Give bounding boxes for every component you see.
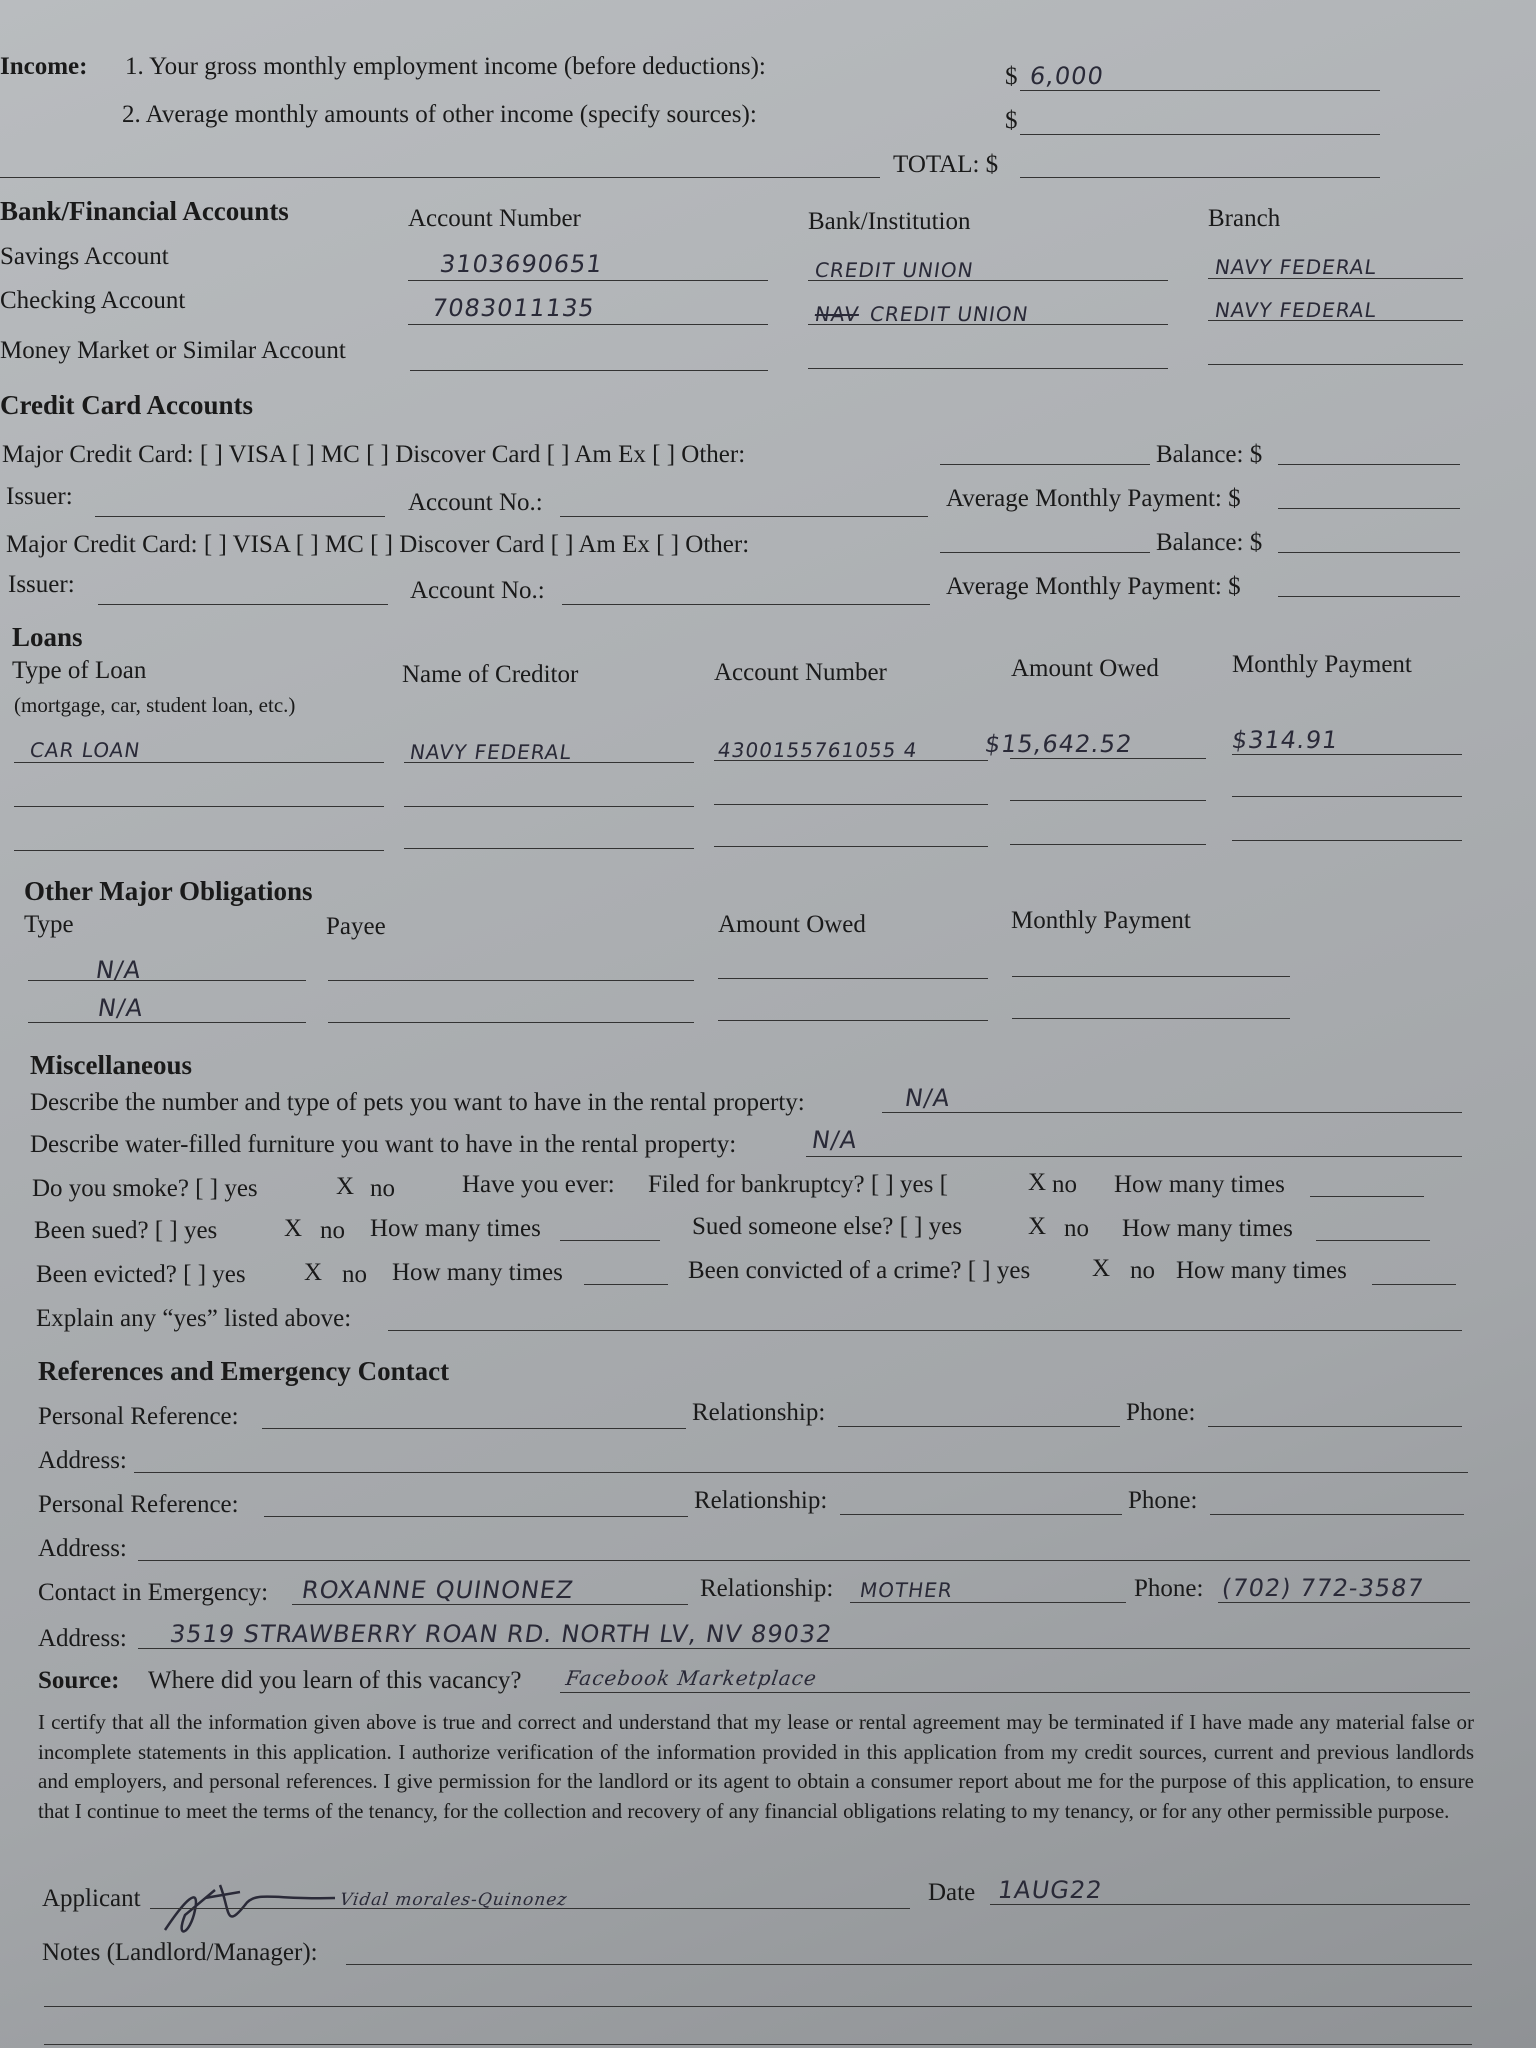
obligations-col-payment: Monthly Payment <box>1011 907 1191 934</box>
crime-times-line <box>1372 1284 1456 1285</box>
obligations-col-type: Type <box>24 911 74 938</box>
loan-row3-type-line <box>14 850 384 851</box>
credit-card-1-balance: Balance: $ <box>1156 441 1263 468</box>
sued-other-no: no <box>1064 1215 1089 1242</box>
credit-card-2-other-line <box>940 552 1150 553</box>
water-question: Describe water-filled furniture you want to have in the rental property: <box>30 1131 737 1158</box>
loan-row1-owed: $15,642.52 <box>983 730 1135 758</box>
income-label: Income: <box>0 53 88 80</box>
money-market-label: Money Market or Similar Account <box>0 337 346 364</box>
loans-col-creditor: Name of Creditor <box>402 661 579 688</box>
sued-question: Been sued? [ ] yes <box>34 1217 218 1244</box>
ref2-phone-line <box>1210 1514 1464 1515</box>
credit-card-2-account: Account No.: <box>410 577 545 604</box>
explain-label: Explain any “yes” listed above: <box>36 1305 352 1332</box>
ref2-name-line <box>264 1516 688 1517</box>
bankruptcy-no: no <box>1052 1171 1077 1198</box>
loan-row1-type-line <box>14 762 384 763</box>
source-label: Source: <box>38 1667 120 1694</box>
date-label: Date <box>928 1879 976 1906</box>
loan-row1-type: CAR LOAN <box>28 738 143 762</box>
obligation-row1-owed-line <box>718 978 988 979</box>
ref2-label: Personal Reference: <box>38 1491 239 1518</box>
notes-line-1 <box>346 1964 1472 1965</box>
checking-number: 7083011135 <box>430 294 597 322</box>
source-answer: Facebook Marketplace <box>564 1666 819 1690</box>
sued-no: no <box>320 1217 345 1244</box>
have-you-ever: Have you ever: <box>462 1171 615 1198</box>
loans-heading: Loans <box>12 622 83 652</box>
ref2-relationship-line <box>840 1514 1122 1515</box>
obligations-col-owed: Amount Owed <box>718 911 866 938</box>
source-question: Where did you learn of this vacancy? <box>148 1667 522 1694</box>
notes-line-2 <box>44 2006 1472 2007</box>
checking-bank: CREDIT UNION <box>868 302 1031 326</box>
loan-row1-owed-line <box>1010 758 1206 759</box>
emergency-phone-label: Phone: <box>1134 1575 1204 1602</box>
checking-bank-struck: NAV <box>813 302 861 326</box>
smoke-question: Do you smoke? [ ] yes <box>32 1175 258 1202</box>
obligation-row1-payee-line <box>328 980 694 981</box>
sued-other-no-mark: X <box>1028 1213 1047 1240</box>
loan-row2-account-line <box>714 804 988 805</box>
loan-row1-account: 4300155761055 4 <box>716 738 920 762</box>
credit-card-2-account-line <box>562 604 930 605</box>
smoke-no-mark: X <box>336 1173 355 1200</box>
income-line1-line <box>1020 90 1380 91</box>
emergency-phone: (702) 772-3587 <box>1220 1574 1426 1602</box>
sued-no-mark: X <box>284 1215 303 1242</box>
obligation-row1-type-line <box>28 980 306 981</box>
obligation-row1-payment-line <box>1012 976 1290 977</box>
loan-row2-payment-line <box>1232 796 1462 797</box>
loan-row1-account-line <box>714 760 988 761</box>
credit-card-2-balance: Balance: $ <box>1156 529 1263 556</box>
date-value: 1AUG22 <box>996 1876 1105 1904</box>
loan-row3-account-line <box>714 846 988 847</box>
ref1-relationship-line <box>838 1426 1120 1427</box>
sued-times: How many times <box>370 1215 541 1242</box>
savings-label: Savings Account <box>0 243 169 270</box>
loans-col-account: Account Number <box>714 659 887 686</box>
savings-branch: NAVY FEDERAL <box>1213 255 1379 279</box>
obligation-row2-type-line <box>28 1022 306 1023</box>
income-dollar-1: $ <box>1005 63 1018 90</box>
loan-row3-payment-line <box>1232 840 1462 841</box>
ref1-phone-line <box>1208 1426 1462 1427</box>
sued-other-question: Sued someone else? [ ] yes <box>692 1213 963 1240</box>
income-dollar-2: $ <box>1005 107 1018 134</box>
loans-col-type-sub: (mortgage, car, student loan, etc.) <box>14 693 296 717</box>
credit-card-1-avg-line <box>1278 508 1460 509</box>
water-answer: N/A <box>810 1126 860 1154</box>
income-total-line <box>1020 177 1380 178</box>
pets-answer: N/A <box>903 1084 953 1112</box>
money-market-number-line <box>410 370 768 371</box>
credit-card-2-avg-line <box>1278 596 1460 597</box>
credit-card-2-line: Major Credit Card: [ ] VISA [ ] MC [ ] Discover Card [ ] Am Ex [ ] Other: <box>6 531 750 558</box>
obligation-row2-payee-line <box>328 1022 694 1023</box>
credit-card-2-avg: Average Monthly Payment: $ <box>946 573 1241 600</box>
ref2-phone: Phone: <box>1128 1487 1198 1514</box>
loan-row2-owed-line <box>1010 800 1206 801</box>
bankruptcy-times: How many times <box>1114 1171 1285 1198</box>
loan-row2-creditor-line <box>404 806 694 807</box>
emergency-address: 3519 STRAWBERRY ROAN RD. NORTH LV, NV 89032 <box>168 1620 835 1648</box>
emergency-address-line <box>138 1648 1470 1649</box>
loans-col-owed: Amount Owed <box>1011 655 1159 682</box>
smoke-no: no <box>370 1175 395 1202</box>
loan-row1-creditor-line <box>404 762 694 763</box>
bankruptcy-times-line <box>1310 1196 1424 1197</box>
loan-row1-payment-line <box>1232 754 1462 755</box>
ref1-name-line <box>262 1428 686 1429</box>
evicted-times-line <box>584 1284 668 1285</box>
emergency-relationship-label: Relationship: <box>700 1575 834 1602</box>
obligation-row2-owed-line <box>718 1020 988 1021</box>
loan-row3-owed-line <box>1010 844 1206 845</box>
income-line1: 1. Your gross monthly employment income (before deductions): <box>125 53 766 80</box>
loans-col-type: Type of Loan <box>12 657 147 684</box>
loan-row1-creditor: NAVY FEDERAL <box>408 740 574 764</box>
misc-heading: Miscellaneous <box>30 1050 192 1080</box>
credit-card-2-balance-line <box>1278 552 1460 553</box>
credit-card-1-other-line <box>940 464 1150 465</box>
explain-line <box>388 1330 1462 1331</box>
savings-number-line <box>408 280 768 281</box>
ref2-relationship: Relationship: <box>694 1487 828 1514</box>
credit-card-1-issuer-line <box>95 516 385 517</box>
bankruptcy-question: Filed for bankruptcy? [ ] yes [ <box>648 1171 948 1198</box>
loan-row2-type-line <box>14 806 384 807</box>
sued-other-times: How many times <box>1122 1215 1293 1242</box>
bankruptcy-no-mark: X <box>1028 1169 1047 1196</box>
refs-heading: References and Emergency Contact <box>38 1356 450 1386</box>
money-market-branch-line <box>1208 364 1463 365</box>
checking-branch: NAVY FEDERAL <box>1213 298 1379 322</box>
notes-line-3 <box>44 2044 1472 2045</box>
ref1-address: Address: <box>38 1447 127 1474</box>
ref2-address-line <box>138 1560 1470 1561</box>
ref1-phone: Phone: <box>1126 1399 1196 1426</box>
income-line2: 2. Average monthly amounts of other income (specify sources): <box>122 101 757 128</box>
credit-card-1-balance-line <box>1278 464 1460 465</box>
ref2-address: Address: <box>38 1535 127 1562</box>
income-total-label: TOTAL: $ <box>893 151 999 178</box>
credit-card-1-line: Major Credit Card: [ ] VISA [ ] MC [ ] Discover Card [ ] Am Ex [ ] Other: <box>2 441 746 468</box>
water-answer-line <box>806 1156 1462 1157</box>
checking-number-line <box>408 324 768 325</box>
emergency-address-label: Address: <box>38 1625 127 1652</box>
emergency-name-line <box>292 1604 688 1605</box>
credit-card-2-issuer: Issuer: <box>8 571 75 598</box>
emergency-name: ROXANNE QUINONEZ <box>300 1576 576 1604</box>
loan-row3-creditor-line <box>404 848 694 849</box>
loans-col-payment: Monthly Payment <box>1232 651 1412 678</box>
source-answer-line <box>560 1692 1470 1693</box>
income-sources-line <box>0 177 880 178</box>
applicant-name: Vidal morales-Quinonez <box>338 1890 569 1910</box>
emergency-relationship: MOTHER <box>858 1578 955 1602</box>
crime-times: How many times <box>1176 1257 1347 1284</box>
applicant-label: Applicant <box>42 1885 141 1912</box>
obligation-row2-type: N/A <box>96 994 146 1022</box>
loan-row1-payment: $314.91 <box>1230 726 1341 754</box>
crime-question: Been convicted of a crime? [ ] yes <box>688 1257 1031 1284</box>
emergency-phone-line <box>1218 1602 1470 1603</box>
sued-other-times-line <box>1316 1240 1430 1241</box>
evicted-no-mark: X <box>304 1259 323 1286</box>
bank-heading: Bank/Financial Accounts <box>0 196 289 226</box>
obligations-heading: Other Major Obligations <box>24 876 313 906</box>
credit-card-1-avg: Average Monthly Payment: $ <box>946 485 1241 512</box>
obligation-row1-type: N/A <box>94 956 144 984</box>
pets-question: Describe the number and type of pets you want to have in the rental property: <box>30 1089 805 1116</box>
credit-card-1-account: Account No.: <box>408 489 543 516</box>
crime-no-mark: X <box>1092 1255 1111 1282</box>
sued-times-line <box>560 1240 660 1241</box>
credit-heading: Credit Card Accounts <box>0 390 253 420</box>
evicted-times: How many times <box>392 1259 563 1286</box>
obligation-row2-payment-line <box>1012 1018 1290 1019</box>
ref1-label: Personal Reference: <box>38 1403 239 1430</box>
crime-no: no <box>1130 1257 1155 1284</box>
credit-card-2-issuer-line <box>98 604 388 605</box>
certification-paragraph: I certify that all the information given above is true and correct and understand that my lease or rental agreement may be terminated if I have made any material false or incomplete statements in this application. I authorize verification of the information provided in this application from my credit sources, current and previous landlords and employers, and personal references. I give permission for the landlord or its agent to obtain a consumer report about me for the purpose of this application, to ensure that I continue to meet the terms of the tenancy, for the collection and recovery of any financial obligations relating to my tenancy, or for any other permissible purpose. <box>38 1710 1474 1823</box>
bank-col-bank: Bank/Institution <box>808 208 971 235</box>
emergency-label: Contact in Emergency: <box>38 1579 269 1606</box>
income-line2-line <box>1020 134 1380 135</box>
evicted-question: Been evicted? [ ] yes <box>36 1261 246 1288</box>
notes-label: Notes (Landlord/Manager): <box>42 1939 318 1966</box>
credit-card-1-account-line <box>560 516 928 517</box>
bank-col-branch: Branch <box>1208 205 1281 232</box>
evicted-no: no <box>342 1261 367 1288</box>
income-line1-value: 6,000 <box>1028 62 1106 90</box>
pets-answer-line <box>882 1112 1462 1113</box>
credit-card-1-issuer: Issuer: <box>6 483 73 510</box>
ref1-relationship: Relationship: <box>692 1399 826 1426</box>
savings-bank: CREDIT UNION <box>813 258 976 282</box>
money-market-bank-line <box>808 368 1168 369</box>
obligations-col-payee: Payee <box>326 913 386 940</box>
date-line <box>990 1904 1470 1905</box>
savings-number: 3103690651 <box>438 250 605 278</box>
bank-col-account: Account Number <box>408 205 581 232</box>
ref1-address-line <box>134 1472 1468 1473</box>
checking-label: Checking Account <box>0 287 186 314</box>
